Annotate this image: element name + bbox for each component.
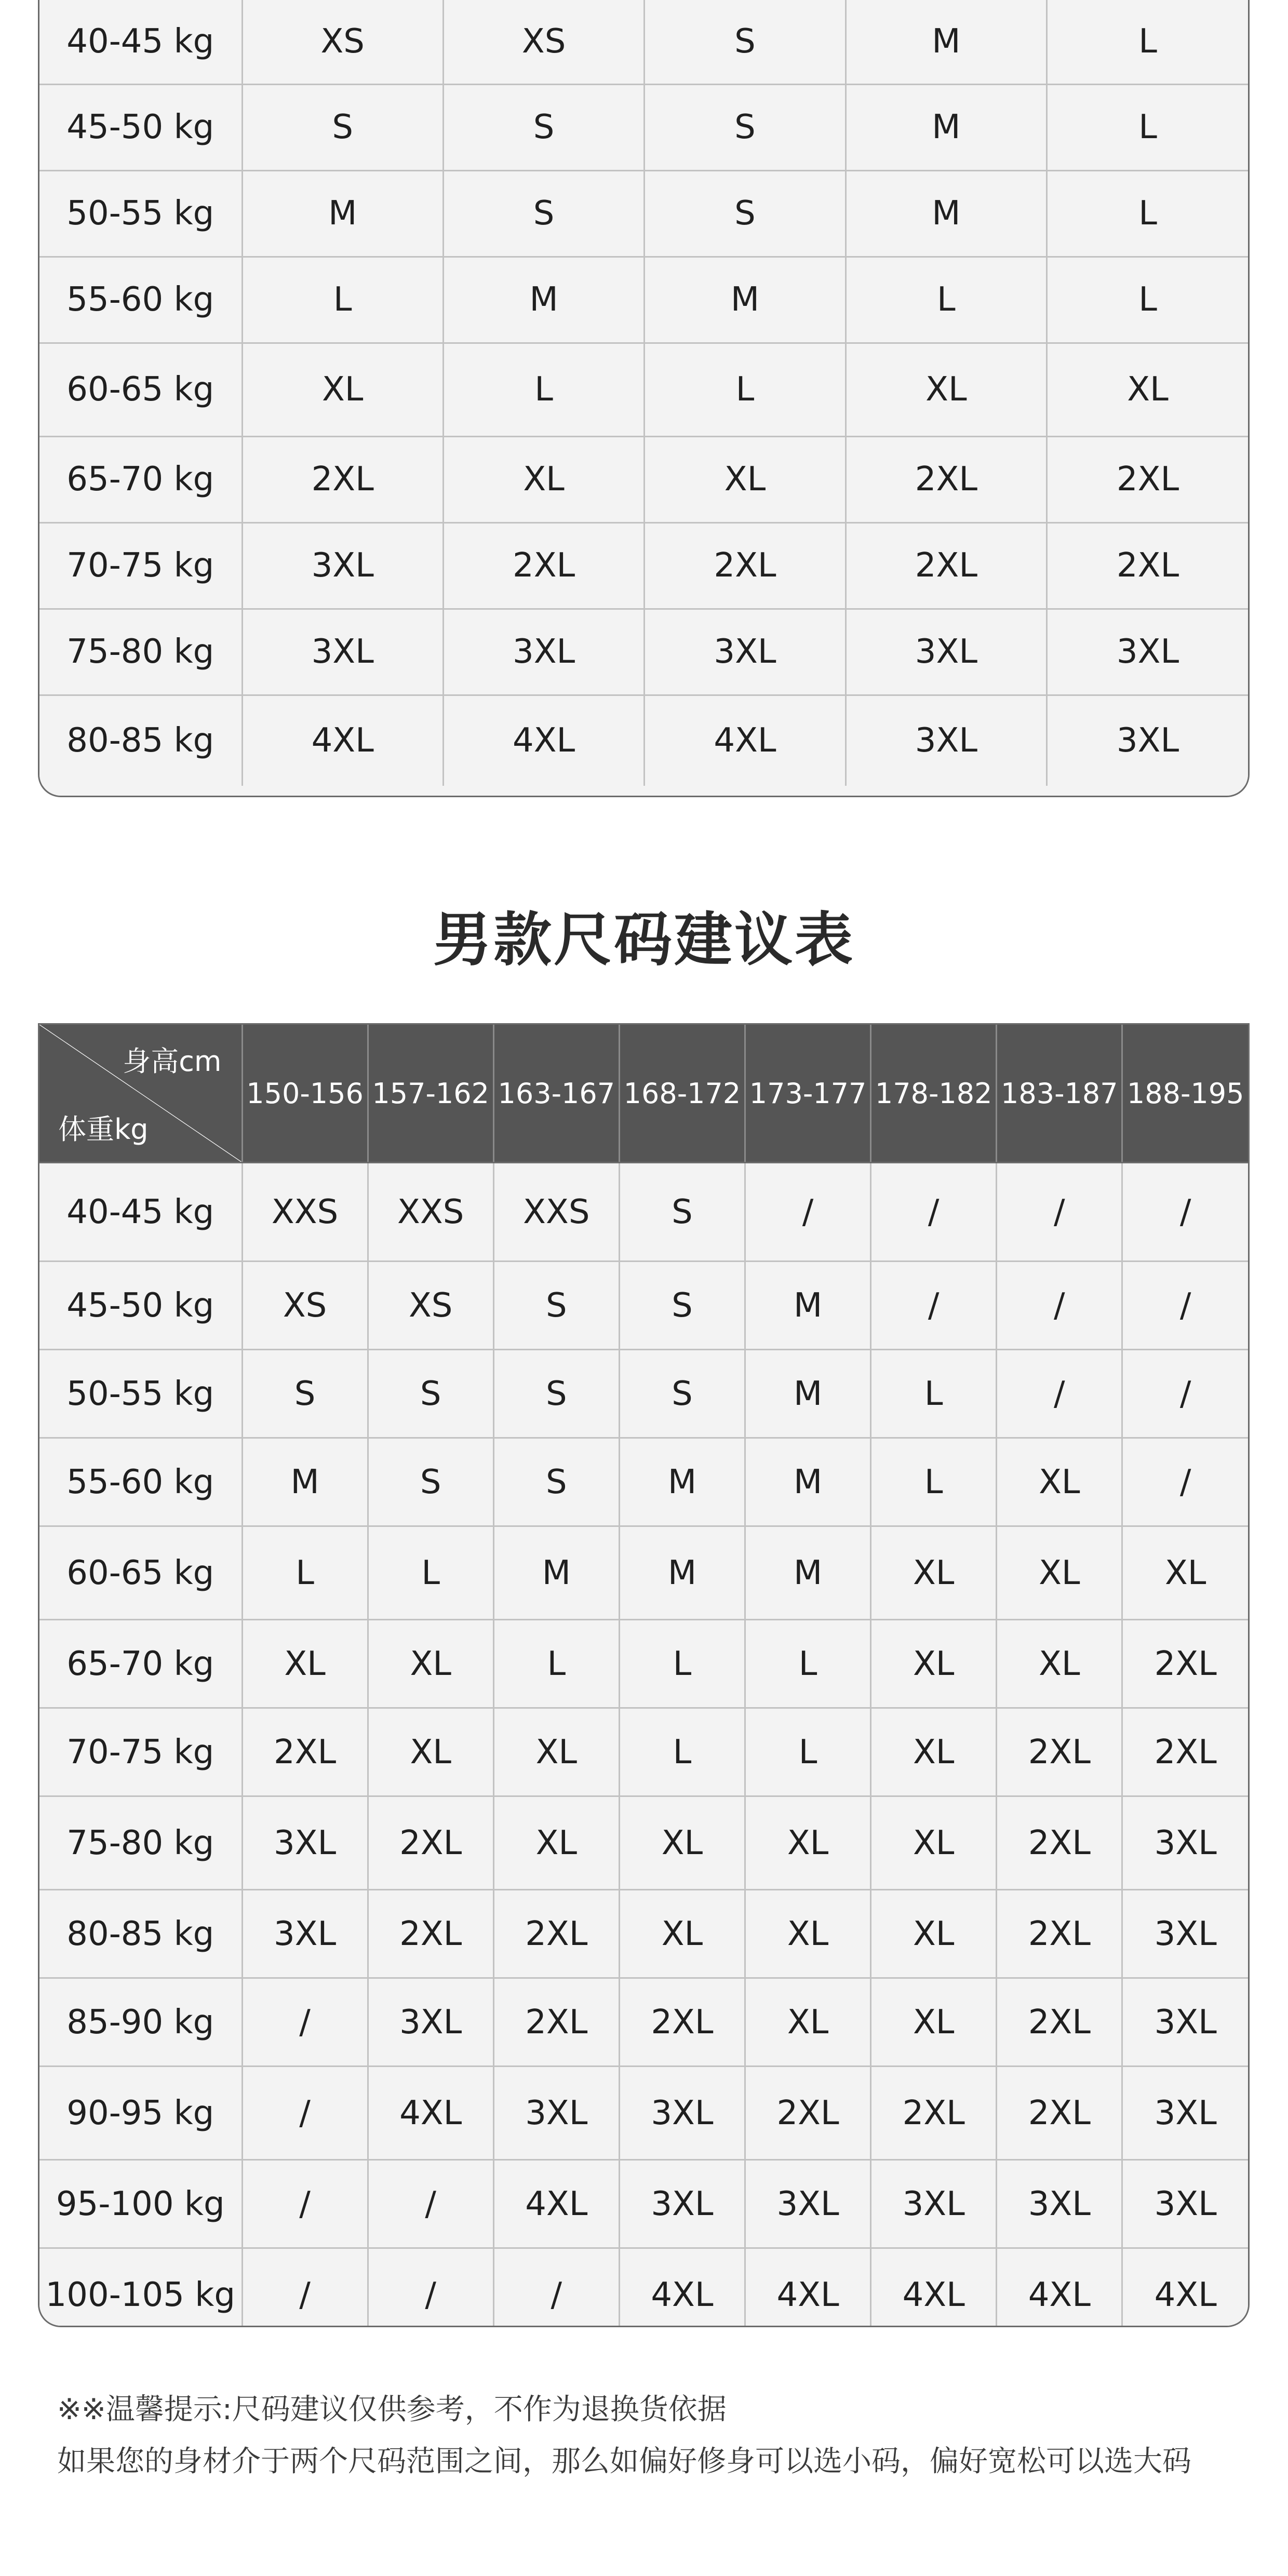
size-cell: XL <box>368 1620 493 1708</box>
women-table-body <box>39 0 1248 786</box>
size-cell: 2XL <box>368 1796 493 1890</box>
size-cell: XL <box>619 1890 745 1978</box>
table-row <box>39 2067 1248 2160</box>
size-cell: XS <box>242 0 443 84</box>
weight-label-cell: 45-50 kg <box>39 84 242 170</box>
size-cell: S <box>645 0 846 84</box>
size-cell: 2XL <box>846 436 1046 522</box>
table-row <box>39 170 1248 257</box>
size-cell: XL <box>619 1796 745 1890</box>
size-cell: S <box>368 1438 493 1526</box>
size-cell: XL <box>493 1796 619 1890</box>
size-cell: / <box>997 1262 1122 1350</box>
table-row <box>39 1978 1248 2067</box>
weight-label-cell: 75-80 kg <box>39 1796 242 1890</box>
weight-label-cell: 85-90 kg <box>39 1978 242 2067</box>
size-cell: L <box>368 1526 493 1620</box>
size-cell: 3XL <box>1047 695 1248 786</box>
size-cell: L <box>1047 170 1248 257</box>
table-row <box>39 522 1248 609</box>
size-cell: 2XL <box>368 1890 493 1978</box>
weight-label-cell: 80-85 kg <box>39 695 242 786</box>
size-cell: / <box>242 2248 368 2328</box>
size-cell: XL <box>871 1978 997 2067</box>
size-cell: 2XL <box>619 1978 745 2067</box>
table-row <box>39 1163 1248 1262</box>
size-cell: M <box>242 170 443 257</box>
women-size-table <box>38 0 1250 797</box>
men-table-title: 男款尺码建议表 <box>433 906 855 974</box>
size-cell: L <box>871 1350 997 1438</box>
size-cell: / <box>1122 1438 1248 1526</box>
table-row <box>39 343 1248 436</box>
height-column-header: 168-172 <box>619 1025 745 1163</box>
size-cell: L <box>1047 84 1248 170</box>
size-cell: 2XL <box>997 1978 1122 2067</box>
size-cell: S <box>368 1350 493 1438</box>
note-line-2: 如果您的身材介于两个尺码范围之间，那么如偏好修身可以选小码，偏好宽松可以选大码 <box>57 2445 1191 2478</box>
men-table-body <box>39 1163 1248 2328</box>
size-cell: 2XL <box>846 522 1046 609</box>
size-cell: L <box>443 343 644 436</box>
size-cell: 2XL <box>997 1708 1122 1796</box>
size-cell: 2XL <box>493 1978 619 2067</box>
size-cell: XL <box>1047 343 1248 436</box>
size-cell: 4XL <box>871 2248 997 2328</box>
size-cell: / <box>871 1262 997 1350</box>
size-cell: M <box>745 1438 871 1526</box>
weight-label-cell: 50-55 kg <box>39 170 242 257</box>
weight-label-cell: 40-45 kg <box>39 0 242 84</box>
size-cell: L <box>619 1620 745 1708</box>
table-row <box>39 84 1248 170</box>
size-cell: 3XL <box>645 609 846 695</box>
size-cell: 4XL <box>493 2160 619 2248</box>
size-cell: 2XL <box>443 522 644 609</box>
size-cell: 2XL <box>645 522 846 609</box>
size-cell: M <box>619 1526 745 1620</box>
size-cell: 3XL <box>242 1890 368 1978</box>
size-cell: XL <box>997 1526 1122 1620</box>
weight-label-cell: 60-65 kg <box>39 1526 242 1620</box>
size-cell: L <box>745 1708 871 1796</box>
weight-label-cell: 80-85 kg <box>39 1890 242 1978</box>
size-cell: / <box>1122 1163 1248 1262</box>
size-cell: 3XL <box>619 2067 745 2160</box>
size-cell: M <box>846 0 1046 84</box>
size-cell: 2XL <box>997 1890 1122 1978</box>
size-cell: / <box>368 2248 493 2328</box>
size-cell: XL <box>1122 1526 1248 1620</box>
table-row <box>39 695 1248 786</box>
size-cell: XL <box>745 1978 871 2067</box>
men-size-table <box>38 1023 1250 2327</box>
size-cell: 3XL <box>745 2160 871 2248</box>
size-cell: XL <box>871 1708 997 1796</box>
height-column-header: 188-195 <box>1122 1025 1248 1163</box>
size-cell: 3XL <box>368 1978 493 2067</box>
weight-label-cell: 45-50 kg <box>39 1262 242 1350</box>
size-cell: XS <box>242 1262 368 1350</box>
size-cell: S <box>443 170 644 257</box>
size-cell: 2XL <box>1047 522 1248 609</box>
size-cell: 4XL <box>443 695 644 786</box>
size-cell: / <box>493 2248 619 2328</box>
size-cell: XL <box>443 436 644 522</box>
height-column-header: 150-156 <box>242 1025 368 1163</box>
size-cell: S <box>493 1350 619 1438</box>
size-cell: 3XL <box>846 609 1046 695</box>
table-row <box>39 1350 1248 1438</box>
height-column-header: 163-167 <box>493 1025 619 1163</box>
size-cell: XL <box>493 1708 619 1796</box>
weight-label-cell: 55-60 kg <box>39 1438 242 1526</box>
size-cell: 3XL <box>846 695 1046 786</box>
size-cell: S <box>242 1350 368 1438</box>
table-row <box>39 257 1248 343</box>
size-cell: XL <box>846 343 1046 436</box>
size-cell: XXS <box>242 1163 368 1262</box>
weight-label-cell: 70-75 kg <box>39 1708 242 1796</box>
size-cell: 2XL <box>242 1708 368 1796</box>
size-cell: 3XL <box>997 2160 1122 2248</box>
height-axis-label: 身高cm <box>123 1045 222 1078</box>
table-row <box>39 2160 1248 2248</box>
size-cell: S <box>619 1262 745 1350</box>
size-cell: 3XL <box>619 2160 745 2248</box>
size-cell: L <box>619 1708 745 1796</box>
size-cell: 3XL <box>1122 2067 1248 2160</box>
weight-label-cell: 40-45 kg <box>39 1163 242 1262</box>
size-cell: 4XL <box>997 2248 1122 2328</box>
size-cell: M <box>745 1350 871 1438</box>
size-cell: XL <box>242 1620 368 1708</box>
size-cell: L <box>745 1620 871 1708</box>
weight-label-cell: 95-100 kg <box>39 2160 242 2248</box>
size-cell: L <box>1047 0 1248 84</box>
weight-label-cell: 55-60 kg <box>39 257 242 343</box>
size-cell: / <box>242 1978 368 2067</box>
size-cell: 4XL <box>619 2248 745 2328</box>
size-cell: M <box>745 1262 871 1350</box>
weight-label-cell: 65-70 kg <box>39 1620 242 1708</box>
size-cell: M <box>745 1526 871 1620</box>
size-cell: M <box>619 1438 745 1526</box>
size-cell: / <box>242 2067 368 2160</box>
women-size-grid <box>39 0 1248 786</box>
table-row <box>39 1262 1248 1350</box>
size-cell: S <box>493 1438 619 1526</box>
header-corner-cell <box>39 1025 242 1163</box>
size-cell: / <box>745 1163 871 1262</box>
table-row <box>39 609 1248 695</box>
size-cell: S <box>443 84 644 170</box>
size-cell: XL <box>871 1796 997 1890</box>
size-cell: 4XL <box>1122 2248 1248 2328</box>
size-cell: 4XL <box>745 2248 871 2328</box>
size-cell: 3XL <box>242 522 443 609</box>
size-cell: XL <box>997 1620 1122 1708</box>
size-cell: S <box>645 84 846 170</box>
table-row <box>39 1526 1248 1620</box>
size-cell: 2XL <box>871 2067 997 2160</box>
size-cell: 3XL <box>1122 1796 1248 1890</box>
size-cell: 3XL <box>242 1796 368 1890</box>
size-cell: XL <box>997 1438 1122 1526</box>
size-cell: XL <box>871 1890 997 1978</box>
weight-label-cell: 75-80 kg <box>39 609 242 695</box>
size-cell: L <box>871 1438 997 1526</box>
size-cell: XS <box>368 1262 493 1350</box>
height-column-header: 183-187 <box>997 1025 1122 1163</box>
size-cell: / <box>1122 1262 1248 1350</box>
table-row <box>39 1890 1248 1978</box>
size-notes <box>57 2384 1252 2488</box>
size-cell: 2XL <box>1122 1620 1248 1708</box>
size-cell: XL <box>745 1796 871 1890</box>
height-column-header: 178-182 <box>871 1025 997 1163</box>
size-cell: 3XL <box>1122 1890 1248 1978</box>
size-cell: 2XL <box>1047 436 1248 522</box>
size-cell: 3XL <box>493 2067 619 2160</box>
size-cell: / <box>1122 1350 1248 1438</box>
note-line-1: ※※温馨提示:尺码建议仅供参考，不作为退换货依据 <box>57 2393 727 2426</box>
size-cell: M <box>645 257 846 343</box>
size-cell: / <box>368 2160 493 2248</box>
table-row <box>39 2248 1248 2328</box>
size-cell: L <box>493 1620 619 1708</box>
height-column-header: 157-162 <box>368 1025 493 1163</box>
weight-label-cell: 70-75 kg <box>39 522 242 609</box>
weight-label-cell: 100-105 kg <box>39 2248 242 2328</box>
size-cell: S <box>645 170 846 257</box>
table-row <box>39 0 1248 84</box>
weight-label-cell: 60-65 kg <box>39 343 242 436</box>
size-cell: L <box>242 1526 368 1620</box>
size-cell: XL <box>871 1526 997 1620</box>
size-cell: 3XL <box>871 2160 997 2248</box>
size-cell: S <box>619 1350 745 1438</box>
table-row <box>39 1438 1248 1526</box>
size-cell: S <box>242 84 443 170</box>
size-cell: XXS <box>493 1163 619 1262</box>
size-cell: / <box>997 1350 1122 1438</box>
height-column-header: 173-177 <box>745 1025 871 1163</box>
size-cell: 4XL <box>242 695 443 786</box>
size-cell: 4XL <box>645 695 846 786</box>
table-row <box>39 1620 1248 1708</box>
size-cell: / <box>242 2160 368 2248</box>
size-cell: XS <box>443 0 644 84</box>
size-cell: XL <box>242 343 443 436</box>
size-cell: 3XL <box>443 609 644 695</box>
size-cell: 2XL <box>1122 1708 1248 1796</box>
size-cell: 2XL <box>493 1890 619 1978</box>
size-cell: L <box>846 257 1046 343</box>
size-cell: L <box>1047 257 1248 343</box>
size-cell: M <box>242 1438 368 1526</box>
size-cell: S <box>493 1262 619 1350</box>
table-row <box>39 1796 1248 1890</box>
size-cell: / <box>997 1163 1122 1262</box>
size-cell: 2XL <box>997 1796 1122 1890</box>
size-cell: M <box>493 1526 619 1620</box>
size-cell: 2XL <box>745 2067 871 2160</box>
size-cell: M <box>846 170 1046 257</box>
size-cell: 3XL <box>242 609 443 695</box>
size-cell: XL <box>368 1708 493 1796</box>
table-row <box>39 436 1248 522</box>
size-cell: S <box>619 1163 745 1262</box>
size-cell: XL <box>645 436 846 522</box>
size-cell: XL <box>871 1620 997 1708</box>
size-cell: M <box>846 84 1046 170</box>
size-cell: 3XL <box>1122 1978 1248 2067</box>
size-cell: M <box>443 257 644 343</box>
size-cell: L <box>242 257 443 343</box>
size-cell: 4XL <box>368 2067 493 2160</box>
table-row <box>39 1708 1248 1796</box>
size-cell: XL <box>745 1890 871 1978</box>
weight-label-cell: 65-70 kg <box>39 436 242 522</box>
size-cell: 3XL <box>1122 2160 1248 2248</box>
size-cell: / <box>871 1163 997 1262</box>
size-cell: XXS <box>368 1163 493 1262</box>
men-size-grid <box>39 1025 1248 2327</box>
men-table-header-row <box>39 1025 1248 1163</box>
weight-axis-label: 体重kg <box>58 1113 149 1146</box>
size-cell: L <box>645 343 846 436</box>
size-cell: 3XL <box>1047 609 1248 695</box>
size-cell: 2XL <box>242 436 443 522</box>
weight-label-cell: 90-95 kg <box>39 2067 242 2160</box>
weight-label-cell: 50-55 kg <box>39 1350 242 1438</box>
size-cell: 2XL <box>997 2067 1122 2160</box>
